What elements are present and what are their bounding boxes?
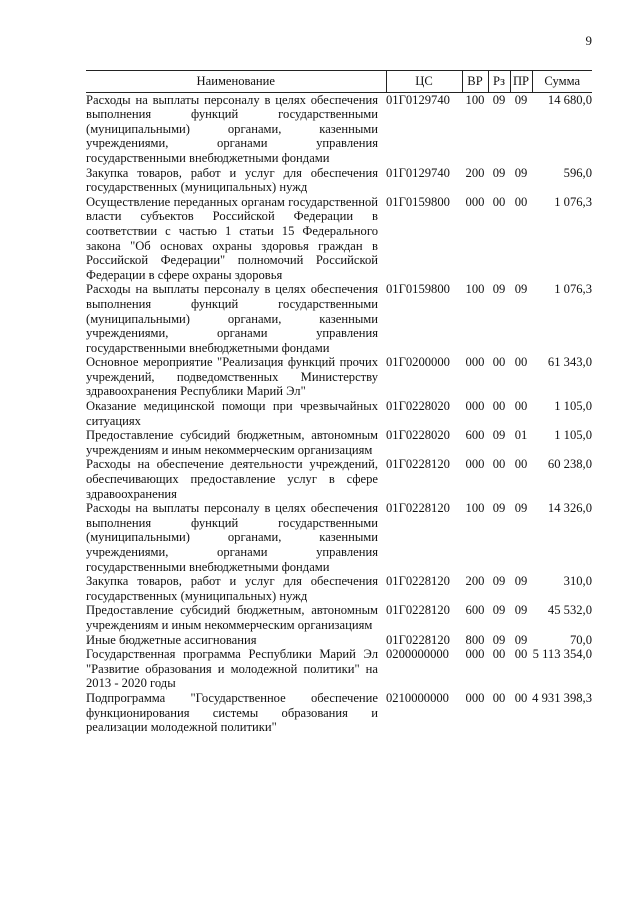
header-rz: Рз: [488, 71, 510, 93]
row-vr: 100: [465, 501, 485, 516]
row-vr: 000: [465, 647, 485, 662]
row-cs: 01Г0228120: [386, 501, 450, 516]
row-cs: 01Г0129740: [386, 92, 450, 107]
row-vr: 000: [465, 690, 485, 705]
row-cs: 01Г0129740: [386, 165, 450, 180]
table-row: [86, 457, 592, 501]
row-rz: 00: [492, 194, 506, 209]
table-row: [86, 355, 592, 399]
row-pr: 00: [514, 457, 528, 472]
row-name: Предоставление субсидий бюджетным, автономным учреждениям и иным некоммерческим организациям: [86, 603, 378, 632]
row-rz: 09: [492, 165, 506, 180]
row-vr: 000: [465, 399, 485, 414]
row-cs: 01Г0228120: [386, 632, 450, 647]
table-row: [86, 501, 592, 574]
row-pr: 09: [514, 632, 528, 647]
row-rz: 00: [492, 355, 506, 370]
row-cs: 0200000000: [386, 647, 449, 662]
row-name: Оказание медицинской помощи при чрезвычайных ситуациях: [86, 399, 378, 428]
row-rz: 09: [492, 282, 506, 297]
row-cs: 01Г0159800: [386, 194, 450, 209]
row-rz: 09: [492, 501, 506, 516]
row-vr: 800: [465, 632, 485, 647]
row-name: Расходы на обеспечение деятельности учреждений, обеспечивающих предоставление услуг в сфере здравоохранения: [86, 457, 378, 501]
row-sum: 1 076,3: [554, 282, 592, 297]
row-pr: 00: [514, 355, 528, 370]
row-cs: 0210000000: [386, 690, 449, 705]
row-pr: 09: [514, 165, 528, 180]
row-sum: 14 326,0: [547, 501, 592, 516]
row-pr: 09: [514, 501, 528, 516]
header-sum: Сумма: [532, 71, 592, 93]
row-vr: 200: [465, 165, 485, 180]
row-cs: 01Г0228120: [386, 603, 450, 618]
row-pr: 00: [514, 647, 528, 662]
row-pr: 09: [514, 92, 528, 107]
row-vr: 000: [465, 194, 485, 209]
row-cs: 01Г0228120: [386, 457, 450, 472]
table-row: [86, 633, 592, 648]
table-row: [86, 428, 592, 457]
table-header-row: [86, 71, 592, 93]
budget-table: [86, 70, 592, 735]
table-row: [86, 92, 592, 165]
row-cs: 01Г0228120: [386, 574, 450, 589]
row-name: Закупка товаров, работ и услуг для обеспечения государственных (муниципальных) нужд: [86, 574, 378, 603]
row-sum: 45 532,0: [547, 603, 592, 618]
row-vr: 000: [465, 457, 485, 472]
table-row: [86, 282, 592, 355]
row-name: Подпрограмма "Государственное обеспечение функционирования системы образования и реализации молодежной политики": [86, 690, 378, 735]
page-number: 9: [585, 33, 592, 48]
row-pr: 09: [514, 603, 528, 618]
row-name: Государственная программа Республики Марий Эл "Развитие образования и молодежной политики" на 2013 - 2020 годы: [86, 647, 378, 691]
row-vr: 600: [465, 428, 485, 443]
table-row: [86, 195, 592, 283]
header-name: Наименование: [86, 71, 386, 93]
row-cs: 01Г0228020: [386, 428, 450, 443]
header-cs: ЦС: [386, 71, 462, 93]
row-name: Расходы на выплаты персоналу в целях обеспечения выполнения функций государственными (муниципальными) органами, казенными учреждениями, органами управления государственными внебюджетными фондами: [86, 92, 378, 165]
row-rz: 09: [492, 574, 506, 589]
row-pr: 00: [514, 399, 528, 414]
row-cs: 01Г0200000: [386, 355, 450, 370]
row-rz: 09: [492, 603, 506, 618]
header-vr: ВР: [462, 71, 488, 93]
table-row: [86, 647, 592, 691]
header-pr: ПР: [510, 71, 532, 93]
row-pr: 00: [514, 690, 528, 705]
row-pr: 01: [514, 428, 528, 443]
row-pr: 09: [514, 282, 528, 297]
row-rz: 09: [492, 428, 506, 443]
table-row: [86, 399, 592, 428]
row-rz: 00: [492, 647, 506, 662]
row-pr: 09: [514, 574, 528, 589]
row-sum: 310,0: [563, 574, 592, 589]
row-name: Расходы на выплаты персоналу в целях обеспечения выполнения функций государственными (муниципальными) органами, казенными учреждениями, органами управления государственными внебюджетными фондами: [86, 282, 378, 355]
row-name: Осуществление переданных органам государственной власти субъектов Российской Федерации в соответствии с частью 1 статьи 15 Федерального закона "Об основах охраны здоровья граждан в Российской Федерации" полномочий Российской Федерации в сфере охраны здоровья: [86, 194, 378, 282]
table-row: [86, 603, 592, 632]
row-name: Закупка товаров, работ и услуг для обеспечения государственных (муниципальных) нужд: [86, 165, 378, 195]
row-name: Основное мероприятие "Реализация функций прочих учреждений, подведомственных Министерству здравоохранения Республики Марий Эл": [86, 355, 378, 399]
row-rz: 00: [492, 399, 506, 414]
row-vr: 200: [465, 574, 485, 589]
row-sum: 1 076,3: [554, 194, 592, 209]
row-name: Иные бюджетные ассигнования: [86, 632, 257, 647]
row-name: Предоставление субсидий бюджетным, автономным учреждениям и иным некоммерческим организациям: [86, 428, 378, 457]
row-pr: 00: [514, 194, 528, 209]
row-name: Расходы на выплаты персоналу в целях обеспечения выполнения функций государственными (муниципальными) органами, казенными учреждениями, органами управления государственными внебюджетными фондами: [86, 501, 378, 574]
row-sum: 60 238,0: [547, 457, 592, 472]
row-sum: 61 343,0: [547, 355, 592, 370]
row-rz: 00: [492, 457, 506, 472]
row-vr: 100: [465, 92, 485, 107]
row-vr: 600: [465, 603, 485, 618]
row-sum: 1 105,0: [554, 428, 592, 443]
row-rz: 00: [492, 690, 506, 705]
row-rz: 09: [492, 632, 506, 647]
row-sum: 596,0: [563, 165, 592, 180]
table-row: [86, 166, 592, 195]
row-cs: 01Г0228020: [386, 399, 450, 414]
row-sum: 70,0: [569, 632, 592, 647]
table-row: [86, 574, 592, 603]
row-vr: 100: [465, 282, 485, 297]
row-vr: 000: [465, 355, 485, 370]
table-row: [86, 691, 592, 735]
row-sum: 1 105,0: [554, 399, 592, 414]
row-cs: 01Г0159800: [386, 282, 450, 297]
row-sum: 4 931 398,3: [532, 690, 592, 705]
row-sum: 5 113 354,0: [532, 647, 592, 662]
row-sum: 14 680,0: [547, 92, 592, 107]
row-rz: 09: [492, 92, 506, 107]
